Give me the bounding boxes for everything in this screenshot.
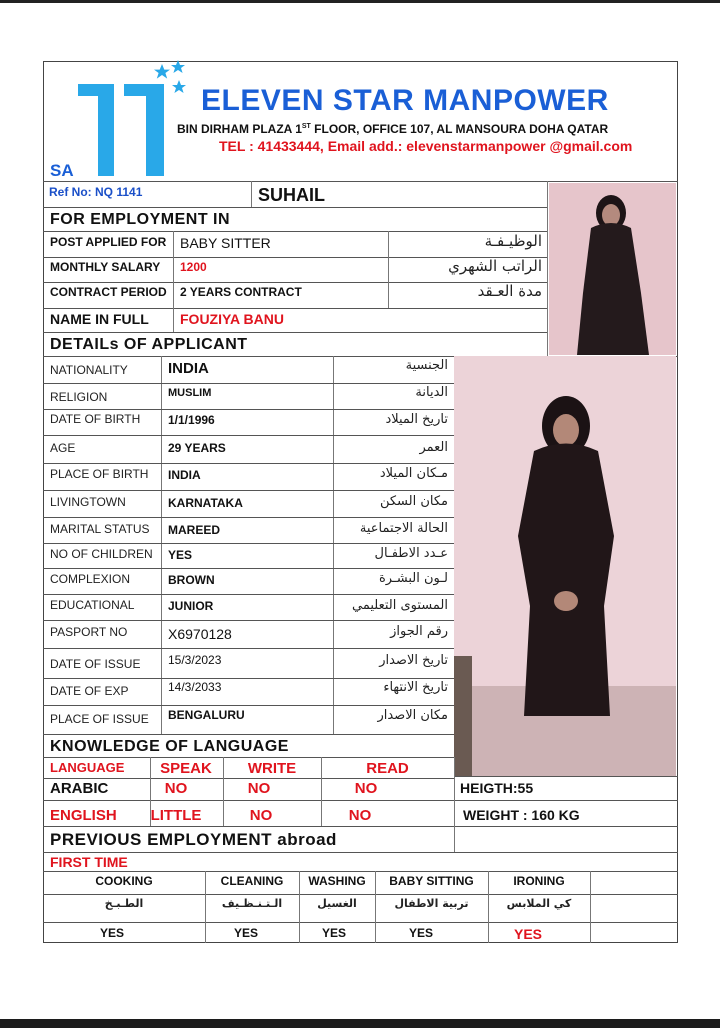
skill-arabic: الـتـنـظـيف (221, 897, 283, 910)
detail-arabic: المستوى التعليمي (352, 598, 448, 613)
detail-value: 29 YEARS (168, 441, 226, 455)
photo-small-border (547, 181, 548, 357)
skill-arabic: الطـبـخ (104, 897, 144, 910)
company-address: BIN DIRHAM PLAZA 1ST FLOOR, OFFICE 107, AL MANSOURA DOHA QATAR (177, 122, 609, 136)
ref-divider (251, 181, 252, 208)
detail-label: PLACE OF ISSUE (50, 712, 149, 726)
skill-name: BABY SITTING (389, 874, 474, 888)
detail-label: DATE OF ISSUE (50, 657, 141, 671)
col-line (454, 757, 455, 853)
detail-value: MUSLIM (168, 387, 212, 399)
detail-arabic: الحالة الاجتماعية (359, 521, 448, 536)
detail-arabic: مكان الاصدار (377, 708, 448, 723)
row-line (43, 332, 547, 333)
col-line (375, 871, 376, 943)
company-name: ELEVEN STAR MANPOWER (201, 84, 609, 117)
row-line (43, 871, 678, 872)
detail-label: PASPORT NO (50, 625, 128, 639)
row-line (43, 705, 454, 706)
detail-value: X6970128 (168, 626, 232, 642)
detail-value: MAREED (168, 523, 221, 537)
language-name: ARABIC (50, 780, 109, 797)
detail-label: DATE OF BIRTH (50, 412, 141, 426)
row-line (43, 648, 454, 649)
star-icon (152, 60, 188, 100)
col-line (223, 757, 224, 826)
employment-arabic: الوظيـفـة (484, 232, 542, 250)
applicant-photo-large (454, 356, 676, 776)
skill-value: YES (99, 926, 124, 940)
detail-arabic: العمر (419, 440, 448, 455)
detail-arabic: الديانة (415, 385, 448, 400)
detail-arabic: تاريخ الاصدار (379, 653, 448, 668)
detail-arabic: رقم الجواز (390, 624, 448, 639)
agent-name: SUHAIL (258, 185, 325, 205)
skill-value: YES (408, 926, 433, 940)
details-heading: DETAILs OF APPLICANT (50, 336, 248, 353)
language-header-cell: READ (366, 760, 409, 777)
employment-arabic: الراتب الشهري (448, 257, 542, 275)
row-line (43, 594, 454, 595)
language-header-cell: WRITE (247, 760, 297, 777)
skill-value: YES (321, 926, 346, 940)
weight-value: WEIGHT : 160 KG (463, 807, 580, 823)
row-line (43, 435, 454, 436)
language-header-cell: LANGUAGE (50, 760, 125, 775)
col-line (488, 871, 489, 943)
row-line (43, 231, 547, 232)
employment-label: CONTRACT PERIOD (50, 285, 167, 299)
person-silhouette-icon (549, 183, 676, 355)
employment-value: BABY SITTER (180, 235, 271, 251)
col-line (299, 871, 300, 943)
skill-arabic: الغسيل (317, 897, 357, 910)
detail-label: NO OF CHILDREN (50, 547, 153, 561)
skill-arabic: تربية الاطفال (394, 897, 469, 910)
skill-arabic: كي الملابس (506, 897, 572, 910)
top-edge-bar (0, 0, 720, 3)
detail-label: PLACE OF BIRTH (50, 467, 149, 481)
row-line (43, 826, 678, 827)
detail-value: BROWN (168, 573, 215, 587)
detail-value: BENGALURU (168, 708, 245, 722)
language-speak: NO (164, 780, 188, 797)
col-line (205, 871, 206, 943)
skill-name: IRONING (513, 874, 565, 888)
detail-label: DATE OF EXP (50, 684, 129, 698)
detail-arabic: الجنسية (405, 358, 448, 373)
language-speak: LITTLE (150, 807, 202, 824)
applicant-photo-small (549, 183, 676, 355)
language-read: NO (348, 807, 372, 824)
detail-arabic: عـدد الاطفـال (374, 546, 448, 561)
employment-label: POST APPLIED FOR (50, 235, 167, 249)
company-contact: TEL : 41433444, Email add.: elevenstarmanpower @gmail.com (219, 138, 633, 154)
skill-value: YES (513, 926, 542, 942)
employment-value: 2 YEARS CONTRACT (180, 285, 302, 299)
skill-name: WASHING (308, 874, 366, 888)
col-line (388, 231, 389, 308)
row-line (43, 800, 678, 801)
row-line (43, 308, 547, 309)
detail-value: KARNATAKA (168, 496, 243, 510)
detail-label: AGE (50, 441, 76, 455)
row-line (43, 543, 454, 544)
row-line (43, 490, 454, 491)
col-line (590, 871, 591, 943)
language-write: NO (249, 807, 273, 824)
detail-label: RELIGION (50, 390, 108, 404)
row-line (43, 463, 454, 464)
row-line (43, 894, 678, 895)
row-line (43, 922, 678, 923)
previous-employment-heading: PREVIOUS EMPLOYMENT abroad (50, 830, 337, 849)
person-full-icon (454, 356, 676, 776)
detail-value: 1/1/1996 (168, 413, 215, 427)
detail-label: COMPLEXION (50, 572, 131, 586)
row-line (43, 734, 454, 735)
skill-value: YES (233, 926, 258, 940)
row-line (43, 207, 547, 208)
skill-name: CLEANING (220, 874, 284, 888)
row-line (43, 282, 547, 283)
detail-value: 14/3/2033 (168, 680, 222, 694)
full-name-label: NAME IN FULL (50, 311, 149, 327)
ref-number: Ref No: NQ 1141 (49, 185, 143, 199)
row-line (43, 757, 454, 758)
language-header-cell: SPEAK (160, 760, 212, 777)
detail-arabic: مـكان الميلاد (379, 466, 448, 481)
language-write: NO (247, 780, 271, 797)
detail-label: NATIONALITY (50, 363, 128, 377)
previous-employment-status: FIRST TIME (50, 854, 128, 870)
detail-value: YES (168, 548, 193, 562)
language-read: NO (354, 780, 378, 797)
detail-arabic: لـون البشـرة (378, 571, 448, 586)
row-line (43, 383, 454, 384)
height-value: HEIGTH:55 (460, 780, 534, 796)
row-line (43, 678, 454, 679)
detail-arabic: تاريخ الميلاد (385, 412, 448, 427)
header-divider (43, 181, 678, 182)
row-line (43, 852, 678, 853)
row-line (454, 776, 678, 777)
detail-label: MARITAL STATUS (50, 522, 150, 536)
detail-arabic: تاريخ الانتهاء (383, 680, 448, 695)
col-line (173, 231, 174, 332)
detail-value: INDIA (168, 468, 201, 482)
col-line (150, 757, 151, 826)
logo-prefix: SA (50, 161, 74, 180)
row-line (43, 620, 454, 621)
detail-value: INDIA (168, 360, 209, 377)
skill-name: COOKING (95, 874, 153, 888)
language-heading: KNOWLEDGE OF LANGUAGE (50, 738, 289, 755)
full-name-value: FOUZIYA BANU (180, 311, 284, 327)
row-line (43, 517, 454, 518)
detail-label: LIVINGTOWN (50, 495, 126, 509)
detail-value: 15/3/2023 (168, 653, 222, 667)
employment-heading: FOR EMPLOYMENT IN (50, 211, 231, 228)
bottom-edge-bar (0, 1019, 720, 1028)
row-line (43, 409, 454, 410)
employment-value: 1200 (180, 260, 207, 274)
language-name: ENGLISH (50, 807, 117, 824)
detail-arabic: مكان السكن (379, 494, 448, 509)
detail-label: EDUCATIONAL (50, 598, 135, 612)
row-line (43, 778, 454, 779)
employment-arabic: مدة العـقد (477, 282, 542, 300)
detail-value: JUNIOR (168, 599, 214, 613)
col-line (321, 757, 322, 826)
employment-label: MONTHLY SALARY (50, 260, 161, 274)
row-line (43, 568, 454, 569)
